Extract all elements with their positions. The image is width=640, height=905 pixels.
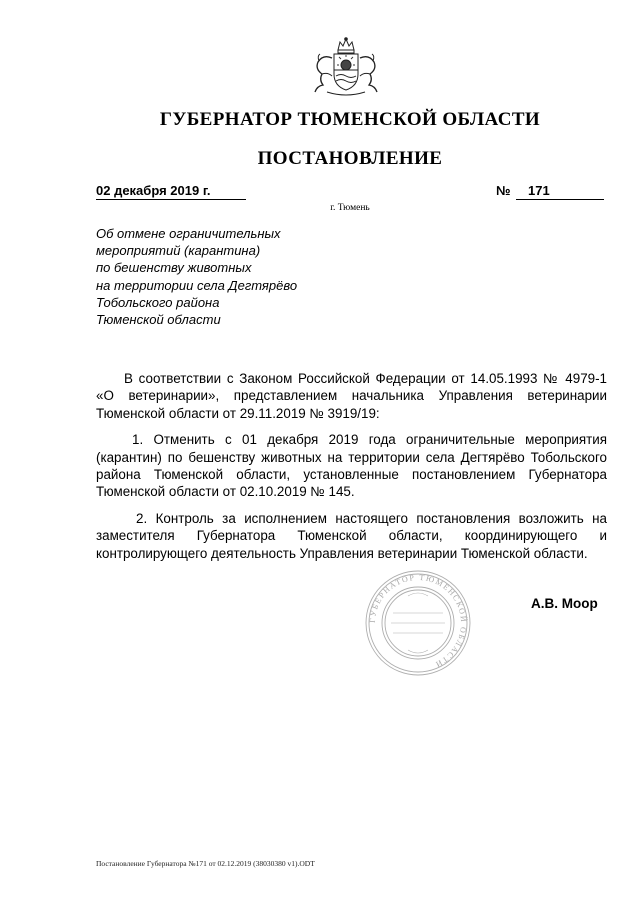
footer-filename: Постановление Губернатора №171 от 02.12.2019 (38030380 v1).ODT	[96, 859, 315, 868]
subject-line: мероприятий (карантина)	[96, 243, 261, 259]
document-date: 02 декабря 2019 г.	[96, 183, 246, 200]
stamp-text: ГУБЕРНАТОР ТЮМЕНСКОЙ ОБЛАСТИ	[367, 572, 469, 670]
document-subject	[96, 225, 356, 328]
number-sign: №	[496, 183, 511, 198]
subject-line: по бешенству животных	[96, 260, 252, 276]
document-body	[96, 370, 607, 571]
subject-line: Об отмене ограничительных	[96, 226, 281, 241]
resolution-item-1: 1. Отменить с 01 декабря 2019 года ограничительные мероприятия (карантин) по бешенству животных на территории села Дегтярёво Тобольского района Тюменской области, установленные постановлением Губернатора Тюменской области от 02.10.2019 № 145.	[96, 432, 607, 500]
round-seal-stamp	[363, 568, 473, 678]
subject-line: Тюменской области	[96, 312, 221, 328]
subject-line: на территории села Дегтярёво	[96, 277, 298, 293]
preamble-paragraph: В соответствии с Законом Российской Федерации от 14.05.1993 № 4979-1 «О ветеринарии», представлением начальника Управления ветеринарии Тюменской области от 29.11.2019 № 3919/19:	[96, 371, 607, 421]
document-type-title: ПОСТАНОВЛЕНИЕ	[257, 148, 443, 169]
authority-title: ГУБЕРНАТОР ТЮМЕНСКОЙ ОБЛАСТИ	[159, 109, 541, 130]
resolution-item-2: 2. Контроль за исполнением настоящего постановления возложить на заместителя Губернатора Тюменской области, координирующего и контролирующего деятельность Управления ветеринарии Тюменской области.	[96, 510, 607, 561]
subject-line: Тобольского района	[96, 294, 220, 310]
coat-of-arms-icon	[305, 36, 387, 98]
city-label: г. Тюмень	[330, 203, 370, 213]
signer-name: А.В. Моор	[531, 596, 598, 611]
document-number: 171	[516, 183, 604, 200]
